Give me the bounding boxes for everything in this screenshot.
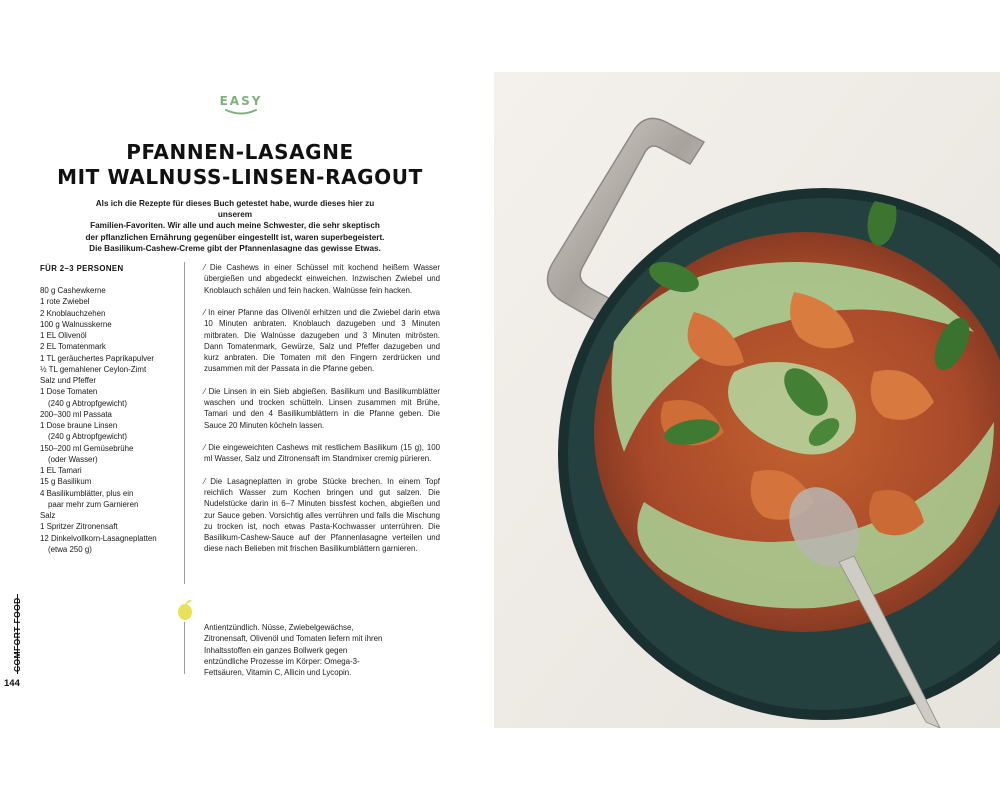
step-paragraph: ⁄ Die Lasagneplatten in grobe Stücke brechen. In einem Topf reichlich Wasser zum Kochen bringen und gut salzen. Die Nudelstücke darin in 6–7 Minuten bissfest kochen, abgießen und zur Sauce geben. Vorsichtig alles verrühren und falls die Mischung zu trocken ist, noch etwas Pasta-Kochwasser unterrühren. Die Basilikum-Cashew-Sauce auf der Pfannenlasagne verteilen und diese nach Belieben mit frischen Basilikumblättern garnieren. <box>204 476 440 554</box>
ingredient-item: Salz <box>40 511 56 520</box>
section-label: COMFORT FOOD <box>12 597 22 672</box>
intro-line: Als ich die Rezepte für dieses Buch getestet habe, wurde dieses hier zu unserem <box>95 199 375 220</box>
recipe-title-line-2: MIT WALNUSS-LINSEN-RAGOUT <box>57 165 423 189</box>
step-paragraph: ⁄ Die Cashews in einer Schüssel mit kochend heißem Wasser übergießen und abgedeckt einweichen. Inzwischen Zwiebel und Knoblauch schälen und fein hacken. Walnüsse fein hacken. <box>204 263 440 295</box>
ingredient-item: 1 EL Tamari <box>40 466 82 475</box>
column-divider <box>184 262 185 584</box>
ingredient-item: 1 TL geräuchertes Paprikapulver <box>40 353 155 363</box>
step-paragraph: ⁄ In einer Pfanne das Olivenöl erhitzen und die Zwiebel darin etwa 10 Minuten anbraten. Knoblauch dazugeben und 3 Minuten mitbraten. Die Walnüsse dazugeben und 3 Minuten mitrösten. Dann Tomatenmark, Gewürze, Salz und Pfeffer dazugeben und kurz anbraten. Die Tomaten mit den Fingern zerdrücken und zusammen mit der Passata in die Pfanne geben. <box>204 308 440 374</box>
ingredient-item: 1 Dose braune Linsen <box>40 421 118 430</box>
page-number: 144 <box>4 678 20 689</box>
ingredient-item: Salz und Pfeffer <box>40 376 97 385</box>
recipe-title <box>40 140 440 190</box>
ingredient-item: 4 Basilikumblätter, plus ein <box>40 488 134 498</box>
ingredient-item: 100 g Walnusskerne <box>40 319 112 329</box>
ingredient-item: 2 EL Tomatenmark <box>40 342 106 352</box>
ingredient-item: 15 g Basilikum <box>40 477 92 487</box>
ingredient-item: 12 Dinkelvollkorn-Lasagneplatten <box>40 533 157 543</box>
ingredient-item: paar mehr zum Garnieren <box>48 499 139 509</box>
intro-line: der pflanzlichen Ernährung gegenüber eingestellt ist, waren superbegeistert. <box>85 232 385 242</box>
ingredient-item: 1 rote Zwiebel <box>40 297 90 307</box>
swoosh-icon <box>224 108 258 116</box>
lemon-icon <box>176 598 194 622</box>
ingredient-item: (240 g Abtropfgewicht) <box>48 432 127 442</box>
servings-heading: FÜR 2–3 PERSONEN <box>40 264 124 273</box>
easy-label: EASY <box>219 94 263 108</box>
ingredient-item: (oder Wasser) <box>48 454 98 464</box>
intro-line: Familien-Favoriten. Wir alle und auch meine Schwester, die sehr skeptisch <box>90 221 380 231</box>
tip-divider <box>184 622 185 674</box>
ingredient-item: (240 g Abtropfgewicht) <box>48 398 127 408</box>
ingredient-item: ½ TL gemahlener Ceylon-Zimt <box>40 364 147 374</box>
lasagne-pan-photo <box>494 72 1000 728</box>
ingredient-item: 1 Spritzer Zitronensaft <box>40 522 118 532</box>
ingredient-list <box>40 285 190 555</box>
intro-line: Die Basilikum-Cashew-Creme gibt der Pfannenlasagne das gewisse Etwas. <box>89 243 381 253</box>
ingredient-item: 2 Knoblauchzehen <box>40 308 106 318</box>
step-paragraph: ⁄ Die Linsen in ein Sieb abgießen. Basilikum und Basilikumblätter waschen und trocken schütteln. Linsen zusammen mit Brühe, Tamari und den 4 Basilikumblättern in die Pfanne geben. Die Sauce 20 Minuten köcheln lassen. <box>204 386 440 430</box>
easy-badge <box>208 94 274 116</box>
ingredient-item: 1 EL Olivenöl <box>40 331 87 340</box>
ingredient-item: 150–200 ml Gemüsebrühe <box>40 443 134 453</box>
preparation-steps <box>204 262 440 566</box>
health-tip: Antientzündlich. Nüsse, Zwiebelgewächse, Zitronensaft, Olivenöl und Tomaten liefern mit ihren Inhaltsstoffen ein ganzes Bollwerk gegen entzündliche Prozesse im Körper: Omega-3-Fettsäuren, Vitamin C, Allicin und Lycopin. <box>204 623 383 677</box>
ingredient-item: 80 g Cashewkerne <box>40 286 106 295</box>
ingredient-item: 1 Dose Tomaten <box>40 387 98 397</box>
recipe-intro <box>80 198 390 254</box>
recipe-title-line-1: PFANNEN-LASAGNE <box>126 140 354 164</box>
step-paragraph: ⁄ Die eingeweichten Cashews mit restlichem Basilikum (15 g), 100 ml Wasser, Salz und Zitronensaft im Standmixer cremig pürieren. <box>204 443 440 464</box>
ingredient-item: 200–300 ml Passata <box>40 409 112 419</box>
ingredient-item: (etwa 250 g) <box>48 544 92 554</box>
